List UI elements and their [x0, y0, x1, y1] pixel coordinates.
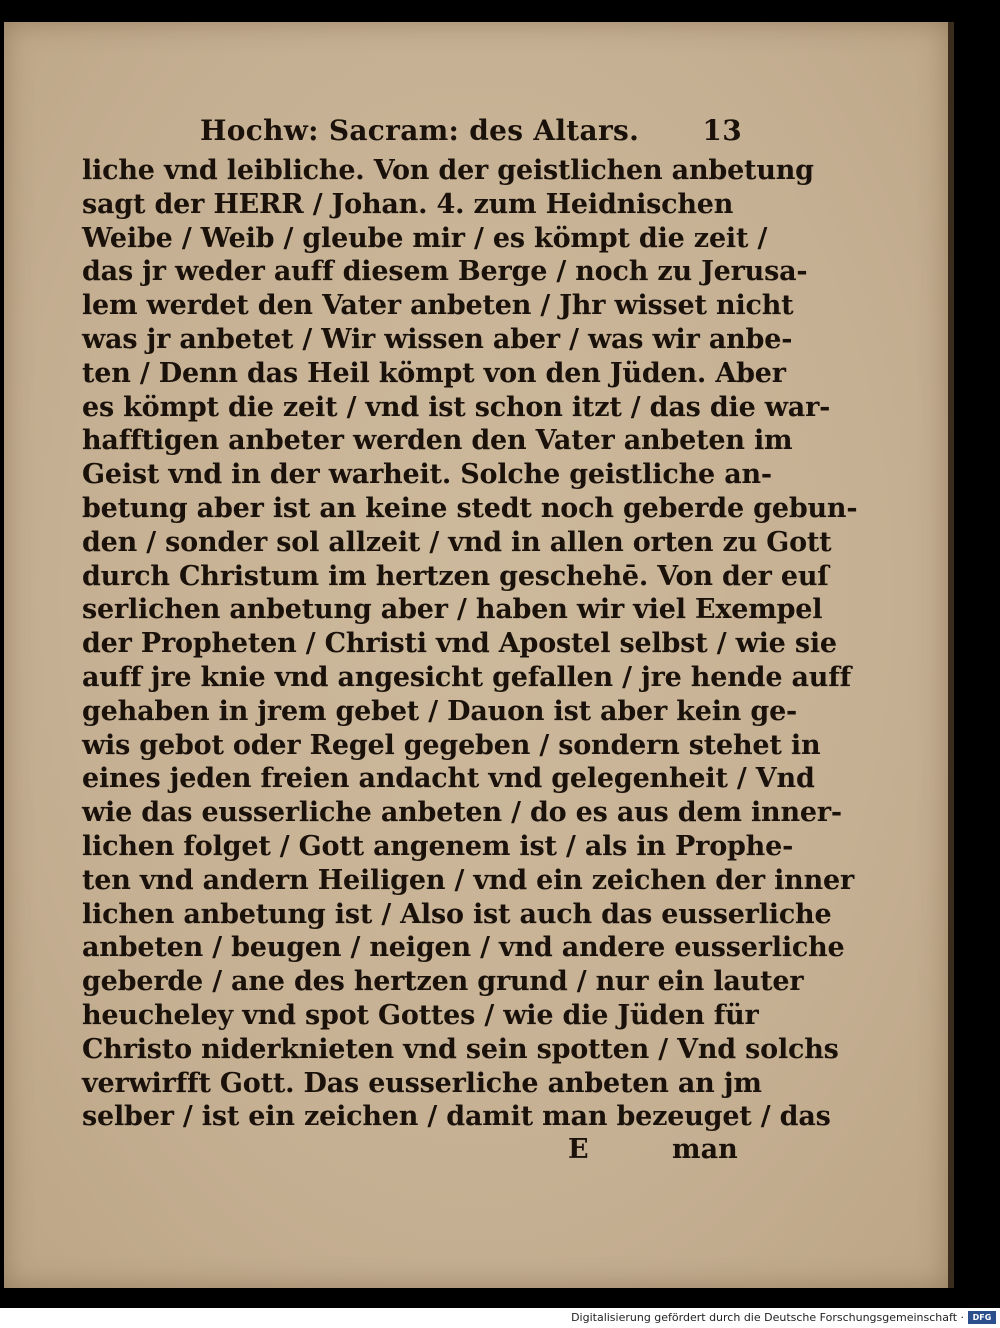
- text-line: hafftigen anbeter werden den Vater anbeten im: [82, 425, 793, 457]
- text-line: lem werdet den Vater anbeten / Jhr wisset nicht: [82, 290, 794, 322]
- funding-credit: Digitalisierung gefördert durch die Deutsche Forschungsgemeinschaft ·: [571, 1311, 964, 1324]
- text-line: den / sonder sol allzeit / vnd in allen orten zu Gott: [82, 526, 832, 558]
- text-line: der Propheten / Christi vnd Apostel selbst / wie sie: [82, 628, 837, 660]
- catchword: man: [672, 1134, 738, 1166]
- text-line: gehaben in jrem gebet / Dauon ist aber kein ge-: [82, 695, 798, 727]
- text-line: betung aber ist an keine stedt noch geberde gebun-: [82, 492, 858, 524]
- text-block: [82, 114, 858, 1170]
- text-line: sagt der HERR / Johan. 4. zum Heidnischen: [82, 188, 734, 220]
- text-line: es kömpt die zeit / vnd ist schon itzt / das die war-: [82, 391, 831, 423]
- text-line: ten / Denn das Heil kömpt von den Jüden. Aber: [82, 357, 786, 389]
- text-line: geberde / ane des hertzen grund / nur ein lauter: [82, 966, 804, 998]
- catchline: [82, 1134, 782, 1170]
- text-line: Weibe / Weib / gleube mir / es kömpt die zeit /: [82, 222, 768, 254]
- book-page: [4, 22, 948, 1288]
- text-line: wis gebot oder Regel gegeben / sondern stehet in: [82, 729, 821, 761]
- text-line: auff jre knie vnd angesicht gefallen / jre hende auff: [82, 661, 852, 693]
- footer-bar: [0, 1308, 1000, 1328]
- running-head-title: Hochw: Sacram: des Altars.: [200, 114, 640, 147]
- running-head: [82, 114, 782, 154]
- text-line: das jr weder auff diesem Berge / noch zu Jerusa-: [82, 256, 808, 288]
- text-line: serlichen anbetung aber / haben wir viel Exempel: [82, 594, 823, 626]
- text-line: heucheley vnd spot Gottes / wie die Jüden für: [82, 999, 759, 1031]
- text-line: lichen anbetung ist / Also ist auch das eusserliche: [82, 898, 832, 930]
- text-line: Christo niderknieten vnd sein spotten / Vnd solchs: [82, 1033, 839, 1065]
- dfg-logo: DFG: [968, 1311, 996, 1324]
- text-line: eines jeden freien andacht vnd gelegenheit / Vnd: [82, 763, 815, 795]
- text-line: verwirfft Gott. Das eusserliche anbeten an jm: [82, 1067, 762, 1099]
- text-line: Geist vnd in der warheit. Solche geistliche an-: [82, 459, 772, 491]
- body-text: [82, 154, 858, 1134]
- signature-mark: E: [568, 1134, 589, 1166]
- page-edge: [948, 22, 954, 1288]
- text-line: liche vnd leibliche. Von der geistlichen anbetung: [82, 155, 814, 186]
- page-number: 13: [702, 114, 742, 147]
- text-line: selber / ist ein zeichen / damit man bezeuget / das: [82, 1101, 831, 1133]
- text-line: anbeten / beugen / neigen / vnd andere eusserliche: [82, 932, 845, 964]
- text-line: ten vnd andern Heiligen / vnd ein zeichen der inner: [82, 864, 855, 896]
- text-line: wie das eusserliche anbeten / do es aus dem inner-: [82, 797, 842, 829]
- text-line: lichen folget / Gott angenem ist / als in Prophe-: [82, 830, 794, 862]
- text-line: was jr anbetet / Wir wissen aber / was wir anbe-: [82, 323, 793, 355]
- text-line: durch Christum im hertzen geschehē. Von der euſ: [82, 560, 829, 592]
